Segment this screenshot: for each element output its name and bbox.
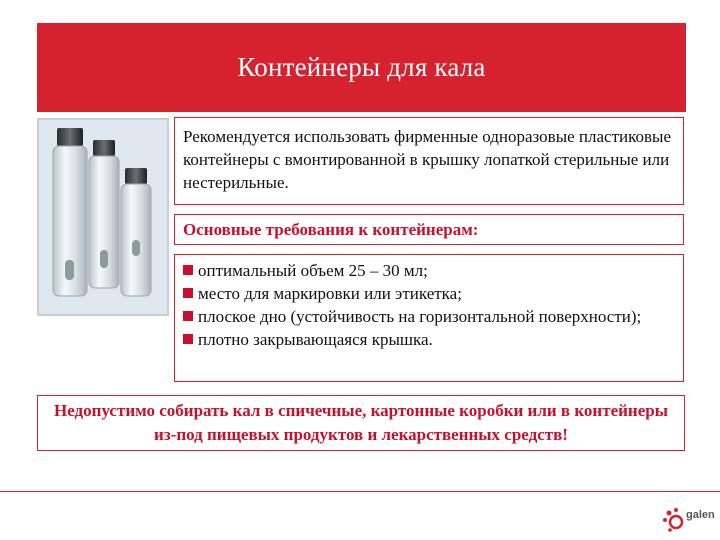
- page-title: Контейнеры для кала: [237, 52, 486, 82]
- containers-photo: [37, 118, 169, 316]
- logo-text: galen: [686, 509, 715, 521]
- square-bullet-icon: [183, 265, 193, 275]
- requirements-list: [174, 254, 684, 382]
- title-banner: [37, 23, 686, 112]
- containers-image: [39, 120, 167, 314]
- warning-text: Недопустимо собирать кал в спичечные, картонные коробки или в контейнеры из-под пищевых продуктов и лекарственных средств!: [54, 401, 668, 444]
- requirements-heading: Основные требования к контейнерам:: [183, 220, 479, 239]
- square-bullet-icon: [183, 334, 193, 344]
- square-bullet-icon: [183, 311, 193, 321]
- list-item: плоское дно (устойчивость на горизонтальной поверхности);: [183, 305, 675, 328]
- requirements-heading-box: [174, 214, 684, 245]
- warning-box: [37, 395, 685, 451]
- intro-text: Рекомендуется использовать фирменные одноразовые пластиковые контейнеры с вмонтированной в крышку лопаткой стерильные или нестерильные.: [183, 127, 672, 192]
- list-item: оптимальный объем 25 – 30 мл;: [183, 259, 675, 282]
- square-bullet-icon: [183, 288, 193, 298]
- footer-divider: [0, 491, 720, 492]
- list-item: плотно закрывающаяся крышка.: [183, 328, 675, 351]
- list-item: место для маркировки или этикетка;: [183, 282, 675, 305]
- intro-text-box: [174, 117, 684, 205]
